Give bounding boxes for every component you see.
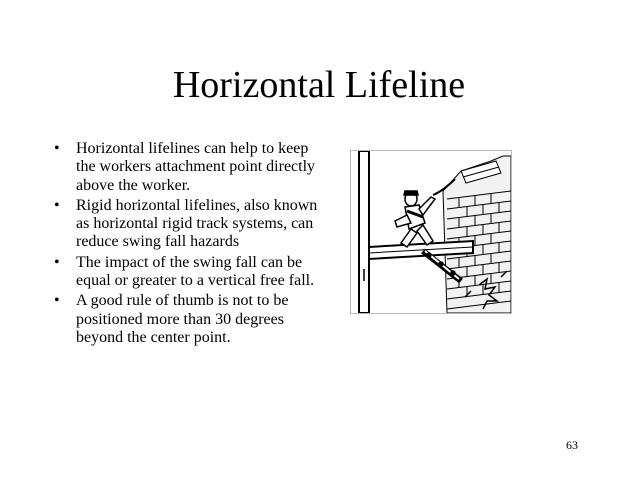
bullet-text: A good rule of thumb is not to be positioned more than 30 degrees beyond the center point. [76, 292, 289, 346]
bullet-marker: • [54, 140, 60, 157]
bullet-text: Horizontal lifelines can help to keep the workers attachment point directly above the worker. [76, 140, 316, 194]
column-post [359, 151, 369, 313]
bullet-item [54, 254, 322, 291]
bullet-item [54, 292, 322, 347]
bullet-list [54, 140, 322, 349]
bullet-marker: • [54, 196, 60, 214]
bullet-marker: • [54, 253, 60, 271]
bullet-item [54, 140, 322, 195]
bullet-text: Rigid horizontal lifelines, also known as horizontal rigid track systems, can reduce swing fall hazards [76, 196, 318, 251]
swing-fall-drawing [351, 151, 511, 313]
bullet-text: The impact of the swing fall can be equal or greater to a vertical free fall. [76, 253, 315, 290]
swing-fall-illustration [350, 150, 512, 314]
bullet-marker: • [54, 292, 60, 310]
bullet-item [54, 197, 322, 252]
page-number: 63 [566, 438, 578, 452]
worker-figure [395, 191, 435, 247]
slide-title: Horizontal Lifeline [172, 64, 466, 106]
